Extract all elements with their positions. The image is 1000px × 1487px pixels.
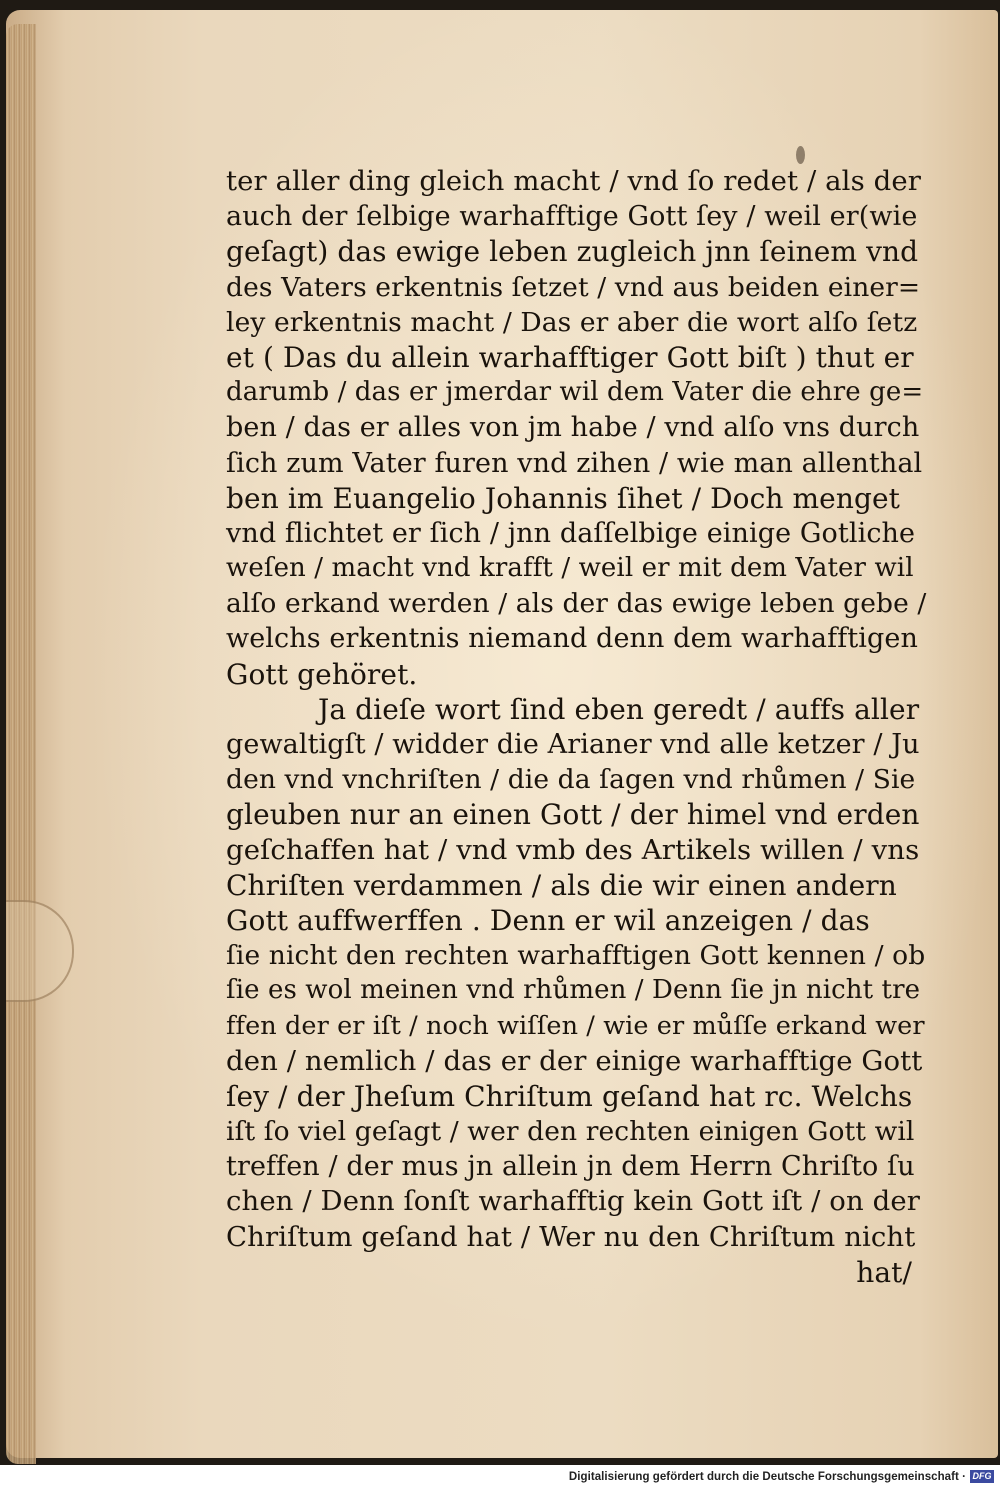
paragraph-start-line: Ja dieſe wort ſind eben geredt / auffs aller <box>318 692 920 726</box>
text-line: des Vaters erkentnis ſetzet / vnd aus beiden einer= <box>226 271 921 303</box>
text-line: ſich zum Vater furen vnd zihen / wie man allenthal <box>226 447 923 479</box>
text-line: welchs erkentnis niemand denn dem warhafftigen <box>226 623 918 655</box>
text-line: iſt ſo viel geſagt / wer den rechten einigen Gott wil <box>226 1116 915 1148</box>
text-line: Gott auffwerffen . Denn er wil anzeigen / das <box>226 903 870 937</box>
dfg-logo: DFG <box>970 1470 994 1483</box>
text-line: den / nemlich / das er der einige warhafftige Gott <box>226 1044 923 1077</box>
book-page <box>6 10 998 1458</box>
text-line: auch der ſelbige warhafftige Gott ſey / weil er(wie <box>226 201 918 233</box>
text-line: chen / Denn ſonſt warhafftig kein Gott iſt / on der <box>226 1185 920 1218</box>
page-edge-stack <box>6 24 36 1464</box>
text-line: Chriſten verdammen / als die wir einen andern <box>226 868 897 902</box>
text-line: ben / das er alles von jm habe / vnd alſo vns durch <box>226 412 920 444</box>
text-line: gewaltigſt / widder die Arianer vnd alle ketzer / Ju <box>226 729 920 760</box>
text-line: vnd flichtet er ſich / jnn daſſelbige einige Gotliche <box>226 517 916 549</box>
catchword: hat/ <box>856 1255 912 1289</box>
text-line: geſagt) das ewige leben zugleich jnn ſeinem vnd <box>226 235 919 269</box>
text-line: alſo erkand werden / als der das ewige leben gebe / <box>226 588 927 620</box>
text-line: et ( Das du allein warhafftiger Gott biſt ) thut er <box>226 340 914 374</box>
text-line: gleuben nur an einen Gott / der himel vnd erden <box>226 798 920 832</box>
body-text <box>226 164 926 1290</box>
text-line: ſey / der Jheſum Chriſtum geſand hat rc. Welchs <box>226 1079 913 1113</box>
text-line: ffen der er iſt / noch wiſſen / wie er můſſe erkand wer <box>226 1010 925 1041</box>
text-line: ter aller ding gleich macht / vnd ſo redet / als der <box>226 165 921 197</box>
text-line: Gott gehöret. <box>226 657 418 691</box>
ink-spot <box>796 146 805 164</box>
text-line: treffen / der mus jn allein jn dem Herrn Chriſto ſu <box>226 1151 915 1183</box>
text-line: ley erkentnis macht / Das er aber die wort alſo ſetz <box>226 306 918 338</box>
digitization-credit: Digitalisierung gefördert durch die Deutsche Forschungsgemeinschaft · <box>568 1471 966 1483</box>
text-line: ſie nicht den rechten warhafftigen Gott kennen / ob <box>226 940 926 972</box>
text-line: Chriſtum geſand hat / Wer nu den Chriſtum nicht <box>226 1220 916 1253</box>
text-line: geſchaffen hat / vnd vmb des Artikels willen / vns <box>226 833 920 866</box>
text-line: darumb / das er jmerdar wil dem Vater die ehre ge= <box>226 377 924 408</box>
text-line: ſie es wol meinen vnd rhůmen / Denn ſie jn nicht tre <box>226 975 921 1006</box>
text-line: ben im Euangelio Johannis ſihet / Doch menget <box>226 481 901 515</box>
text-line: weſen / macht vnd krafft / weil er mit dem Vater wil <box>226 553 914 584</box>
page-fold-mark <box>6 900 74 1002</box>
text-line: den vnd vnchriſten / die da ſagen vnd rhůmen / Sie <box>226 764 916 796</box>
